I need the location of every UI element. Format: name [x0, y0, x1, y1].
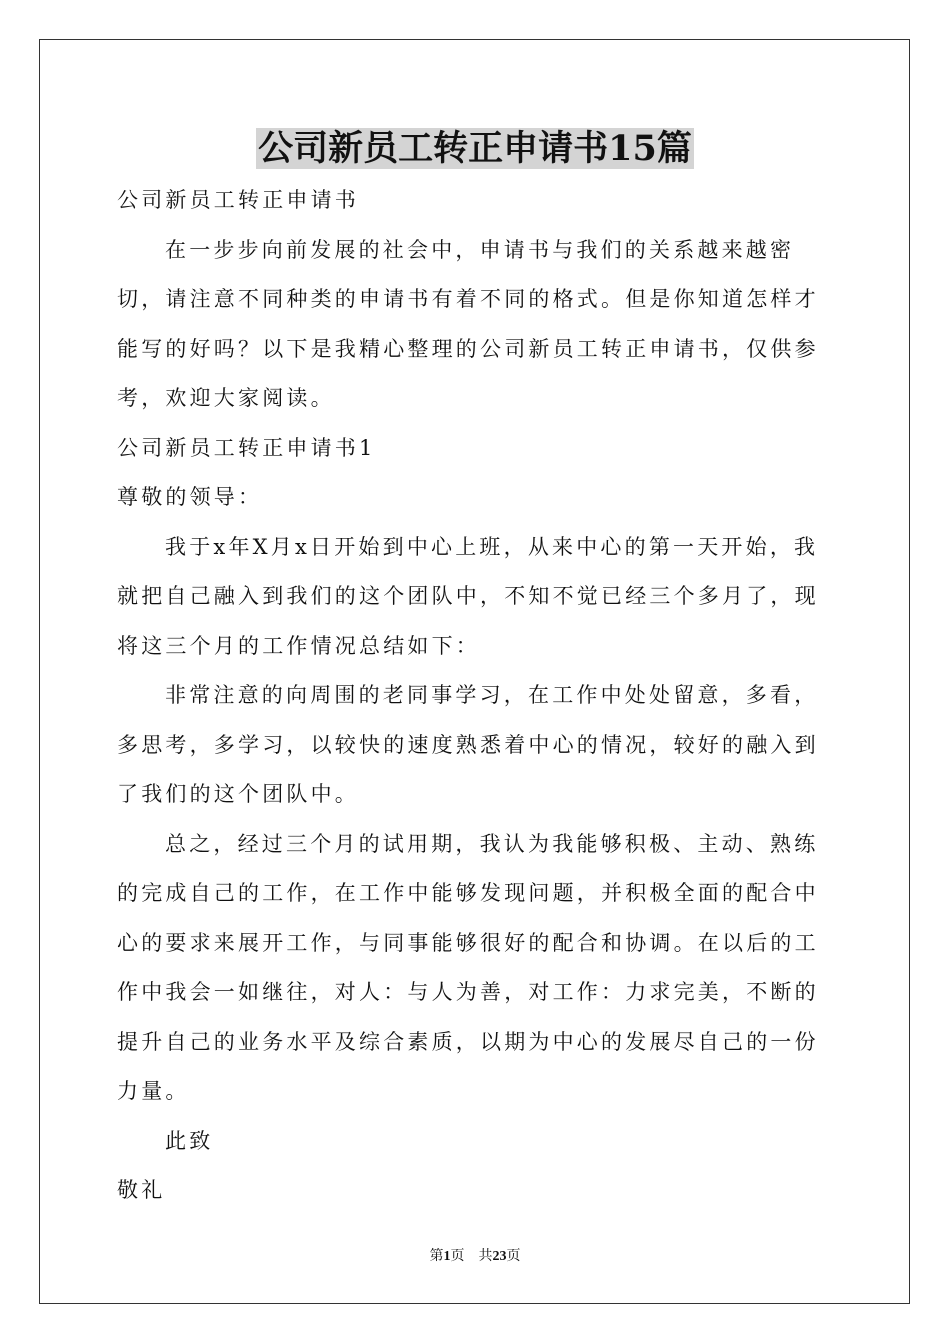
footer-page-suffix: 页 [506, 1249, 521, 1264]
footer-page-mid: 页 共 [450, 1249, 493, 1264]
regards-line: 敬礼 [117, 1178, 166, 1202]
salutation: 尊敬的领导： [117, 485, 263, 509]
page-footer [0, 1247, 950, 1267]
closing-line: 此致 [165, 1128, 214, 1153]
body-paragraph-3: 总之，经过三个月的试用期，我认为我能够积极、主动、熟练的完成自己的工作，在工作中能够发现问题，并积极全面的配合中心的要求来展开工作，与同事能够很好的配合和协调。在以后的工作中我会一如继往，对人：与人为善，对工作：力求完美，不断的提升自己的业务水平及综合素质，以期为中心的发展尽自己的一份力量。 [117, 831, 819, 1103]
document-title-text: 公司新员工转正申请书15篇 [258, 128, 692, 169]
footer-total-pages: 23 [492, 1249, 507, 1264]
document-body [117, 176, 833, 1216]
footer-page-prefix: 第 [429, 1249, 444, 1264]
document-subtitle: 公司新员工转正申请书 [117, 188, 359, 212]
body-paragraph-1: 我于x年X月x日开始到中心上班，从来中心的第一天开始，我就把自己融入到我们的这个团队中，不知不觉已经三个多月了，现将这三个月的工作情况总结如下： [117, 534, 819, 658]
intro-paragraph: 在一步步向前发展的社会中，申请书与我们的关系越来越密切，请注意不同种类的申请书有着不同的格式。但是你知道怎样才能写的好吗？以下是我精心整理的公司新员工转正申请书，仅供参考，欢迎大家阅读。 [117, 237, 819, 410]
section-heading: 公司新员工转正申请书1 [117, 435, 376, 460]
document-title [0, 123, 950, 175]
footer-page-number: 1 [443, 1249, 451, 1264]
body-paragraph-2: 非常注意的向周围的老同事学习，在工作中处处留意，多看，多思考，多学习，以较快的速度熟悉着中心的情况，较好的融入到了我们的这个团队中。 [117, 683, 819, 806]
